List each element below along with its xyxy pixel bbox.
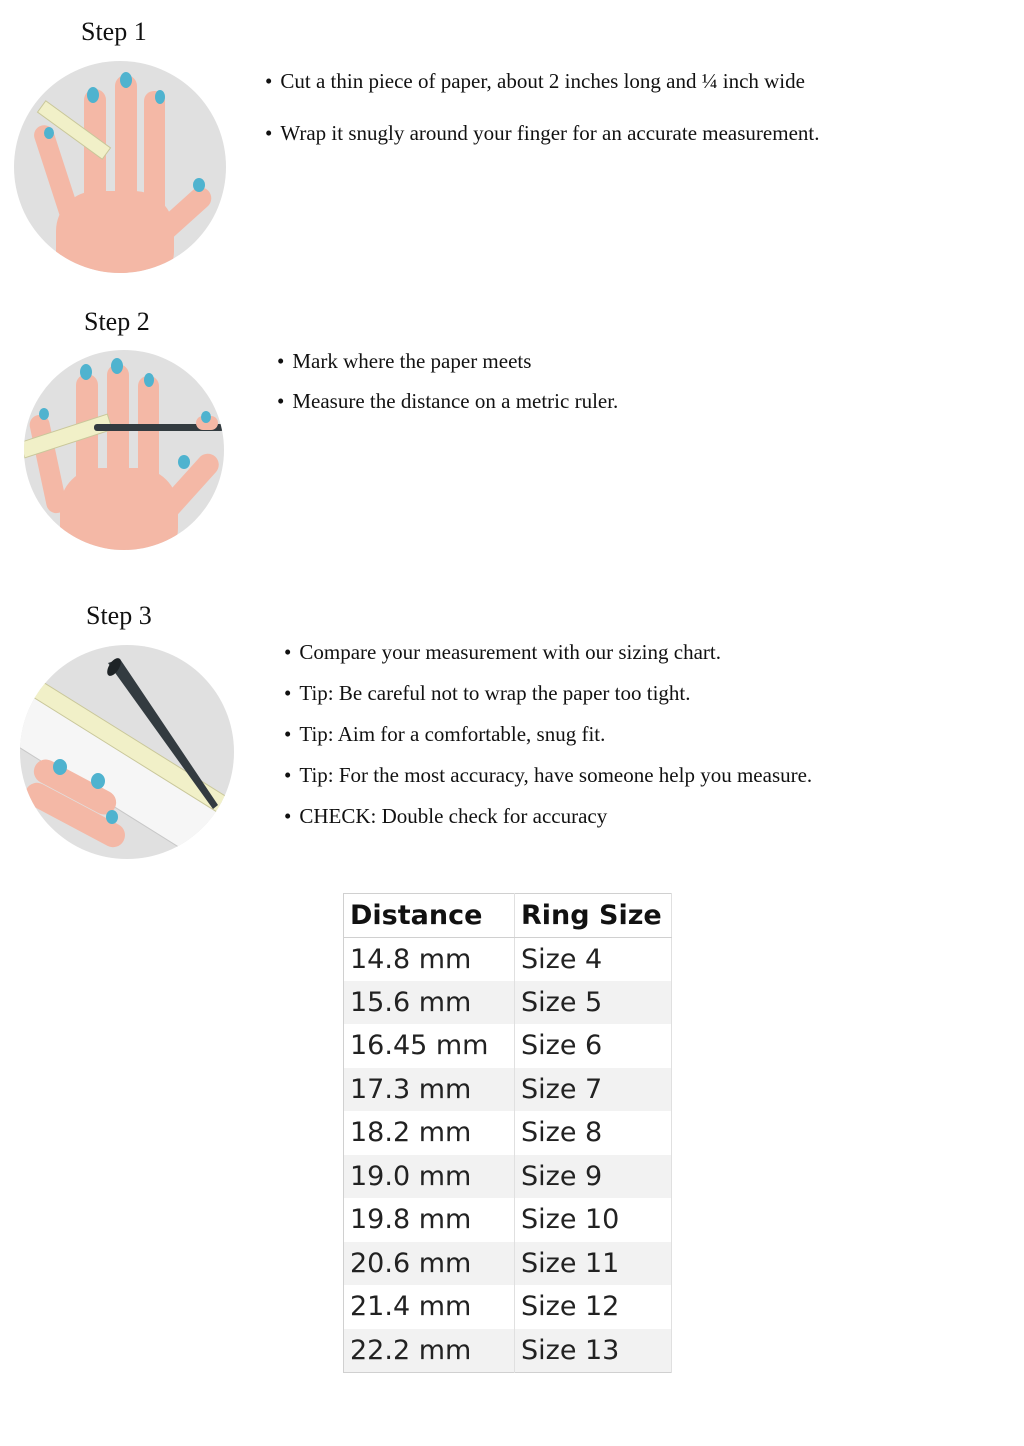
instruction: • Tip: Be careful not to wrap the paper too tight.	[284, 681, 812, 722]
distance-cell: 20.6 mm	[344, 1242, 515, 1286]
hand-with-paper-strip-icon	[14, 61, 226, 273]
table-row	[344, 937, 672, 981]
distance-cell: 19.8 mm	[344, 1198, 515, 1242]
paper-on-ruler-with-pen-icon	[20, 645, 234, 859]
step-1-title: Step 1	[81, 17, 147, 46]
column-header-ring-size: Ring Size	[515, 894, 672, 938]
step-2-instructions	[277, 349, 618, 429]
ring-size-cell: Size 8	[515, 1111, 672, 1155]
distance-cell: 18.2 mm	[344, 1111, 515, 1155]
table-row	[344, 1198, 672, 1242]
instruction: • Cut a thin piece of paper, about 2 inches long and ¼ inch wide	[265, 69, 819, 121]
ring-size-chart	[343, 893, 672, 1373]
table-row	[344, 1242, 672, 1286]
distance-cell: 21.4 mm	[344, 1285, 515, 1329]
instruction: • Tip: For the most accuracy, have someone help you measure.	[284, 763, 812, 804]
ring-size-cell: Size 12	[515, 1285, 672, 1329]
step-3-instructions	[284, 640, 812, 845]
ring-size-cell: Size 13	[515, 1329, 672, 1373]
instruction: • Compare your measurement with our sizing chart.	[284, 640, 812, 681]
ring-size-cell: Size 7	[515, 1068, 672, 1112]
instruction: • CHECK: Double check for accuracy	[284, 804, 812, 845]
table-header-row	[344, 894, 672, 938]
table-row	[344, 1285, 672, 1329]
column-header-distance: Distance	[344, 894, 515, 938]
distance-cell: 19.0 mm	[344, 1155, 515, 1199]
ring-size-cell: Size 10	[515, 1198, 672, 1242]
step-2-title: Step 2	[84, 307, 150, 336]
instruction: • Mark where the paper meets	[277, 349, 618, 389]
distance-cell: 17.3 mm	[344, 1068, 515, 1112]
ring-size-cell: Size 5	[515, 981, 672, 1025]
ring-size-cell: Size 9	[515, 1155, 672, 1199]
instruction: • Wrap it snugly around your finger for an accurate measurement.	[265, 121, 819, 173]
ring-size-cell: Size 6	[515, 1024, 672, 1068]
instruction: • Tip: Aim for a comfortable, snug fit.	[284, 722, 812, 763]
table-row	[344, 981, 672, 1025]
table-row	[344, 1329, 672, 1373]
instruction: • Measure the distance on a metric ruler.	[277, 389, 618, 429]
table-row	[344, 1068, 672, 1112]
distance-cell: 16.45 mm	[344, 1024, 515, 1068]
step-3-title: Step 3	[86, 601, 152, 630]
hand-marking-paper-with-pen-icon	[24, 350, 225, 551]
distance-cell: 14.8 mm	[344, 937, 515, 981]
step-1-instructions	[265, 69, 819, 173]
table-row	[344, 1024, 672, 1068]
ring-size-cell: Size 11	[515, 1242, 672, 1286]
distance-cell: 22.2 mm	[344, 1329, 515, 1373]
table-row	[344, 1155, 672, 1199]
distance-cell: 15.6 mm	[344, 981, 515, 1025]
table-row	[344, 1111, 672, 1155]
ring-size-cell: Size 4	[515, 937, 672, 981]
